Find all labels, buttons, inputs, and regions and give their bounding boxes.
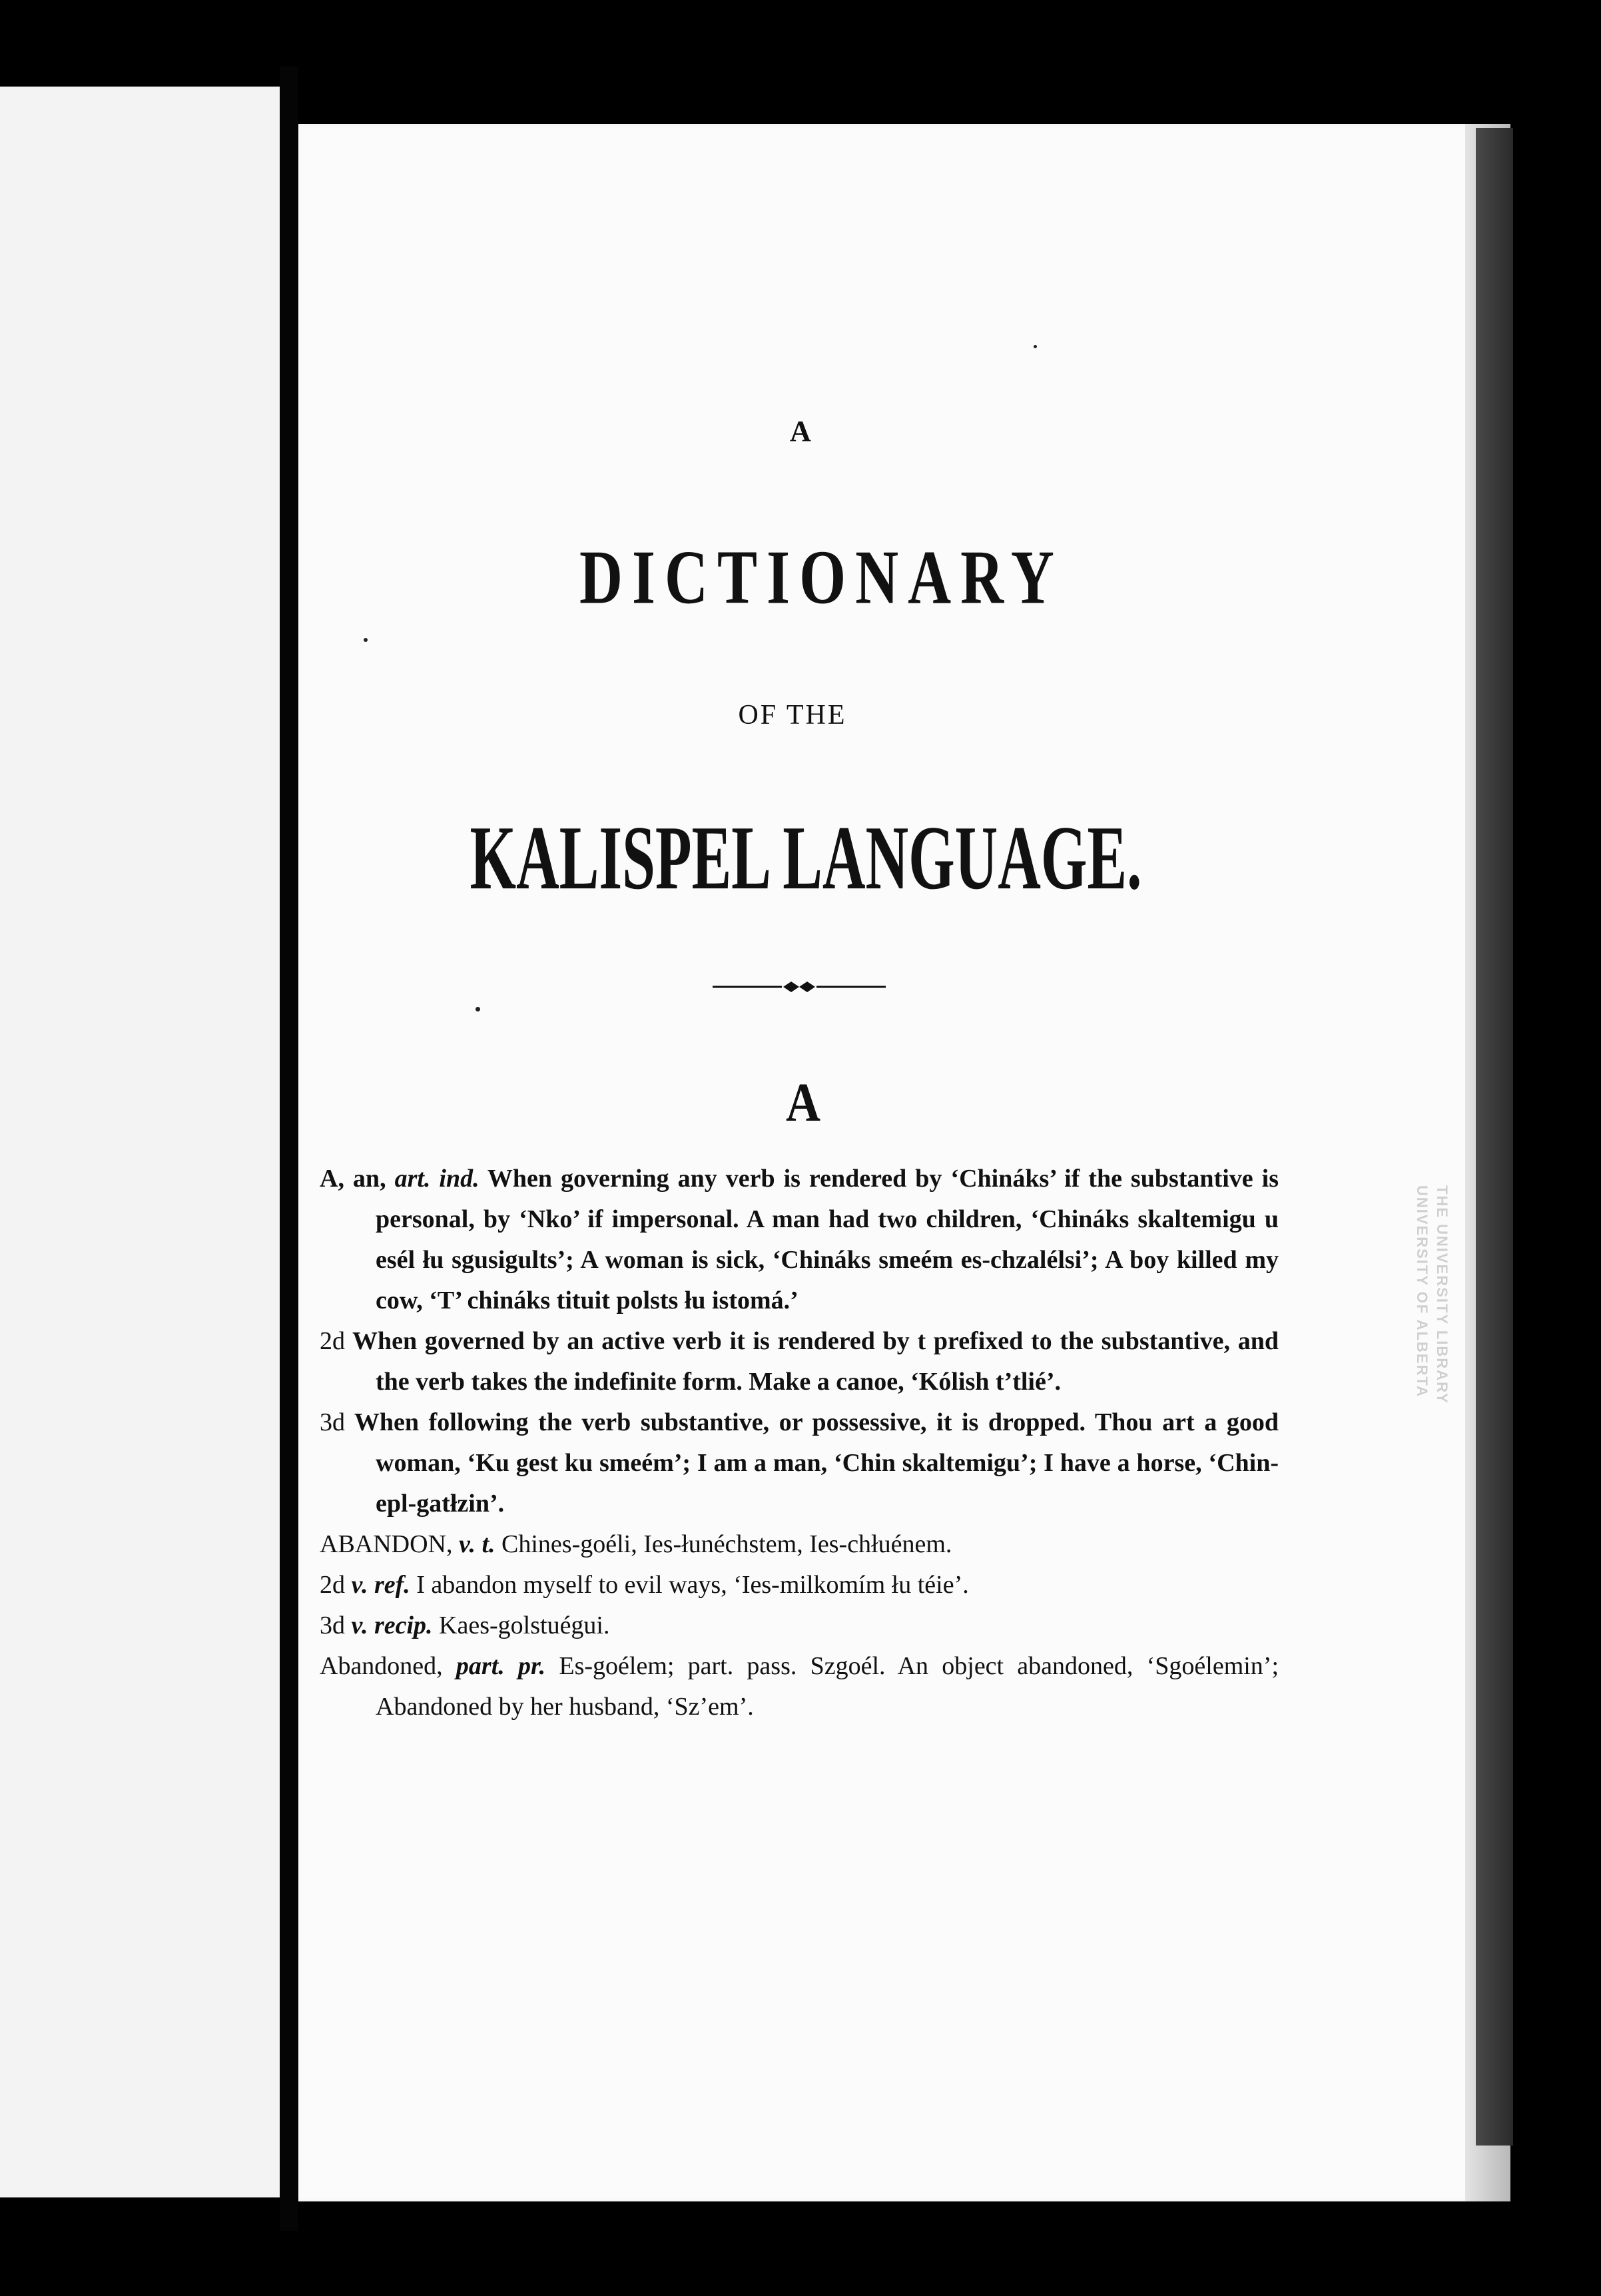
entry-grammar: part. pr. [456,1652,546,1680]
entry-lemma: 2d [320,1327,345,1355]
title-article: A [790,415,811,447]
entry-lemma: 2d [320,1571,345,1599]
title-ornament [713,979,886,995]
entry-lemma: A, an, [320,1165,386,1193]
entry-text: When governed by an active verb it is rendered by t prefixed to the substantive, and the verb takes the indefinite form. Make a canoe, ‘Kólish t’tlié’. [352,1327,1279,1396]
entry [320,1402,1279,1524]
entry [320,1646,1279,1727]
entry-text: Kaes-golstuégui. [439,1611,610,1639]
entry [320,1605,1279,1646]
title-of-the: OF THE [738,700,847,730]
print-speck [476,1007,480,1011]
entry-text: When following the verb substantive, or possessive, it is dropped. Thou art a good woman, ‘Ku gest ku smeém’; I am a man, ‘Chin skaltemigu’; I have a horse, ‘Chin-epl-gatłzin’. [354,1408,1279,1518]
entry-text: Es-goélem; part. pass. Szgoél. An object abandoned, ‘Sgoélemin’; Abandoned by her husband, ‘Sz’em’. [376,1652,1279,1721]
book-gutter [280,67,298,2231]
entry [320,1524,1279,1565]
entry-lemma: ABANDON, [320,1530,453,1558]
entry [320,1321,1279,1402]
entry-grammar: v. t. [459,1530,495,1558]
title-dictionary: DICTIONARY [579,535,1064,621]
facing-page [0,87,280,2197]
entry-lemma: 3d [320,1611,345,1639]
entry-lemma: Abandoned, [320,1652,443,1680]
section-letter: A [786,1071,820,1133]
entry-lemma: 3d [320,1408,345,1436]
book-spine [1476,128,1513,2146]
entry-grammar: v. ref. [351,1571,410,1599]
entry-grammar: v. recip. [351,1611,433,1639]
library-stamp [1379,1185,1452,1404]
title-language: KALISPEL LANGUAGE. [470,807,1142,909]
stamp-line-1: THE UNIVERSITY LIBRARY [1434,1185,1450,1404]
print-speck [364,638,368,642]
entry-text: I abandon myself to evil ways, ‘Ies-milkomím łu téie’. [416,1571,969,1599]
print-speck [1034,345,1037,348]
entry-grammar: art. ind. [394,1165,480,1193]
entry [320,1565,1279,1605]
stamp-line-2: UNIVERSITY OF ALBERTA [1414,1185,1431,1398]
entry [320,1159,1279,1321]
dictionary-entries [320,1159,1279,1727]
entry-text: Chines-goéli, Ies-łunéchstem, Ies-chłuénem. [501,1530,952,1558]
entry-text: When governing any verb is rendered by ‘Chináks’ if the substantive is personal, by ‘Nko’ if impersonal. A man had two children, ‘Chináks skaltemigu u esél łu sgusigults’; A woman is sick, ‘Chináks smeém es-chzalélsi’; A boy killed my cow, ‘T’ chináks tituit polsts łu istomá.’ [376,1165,1279,1314]
